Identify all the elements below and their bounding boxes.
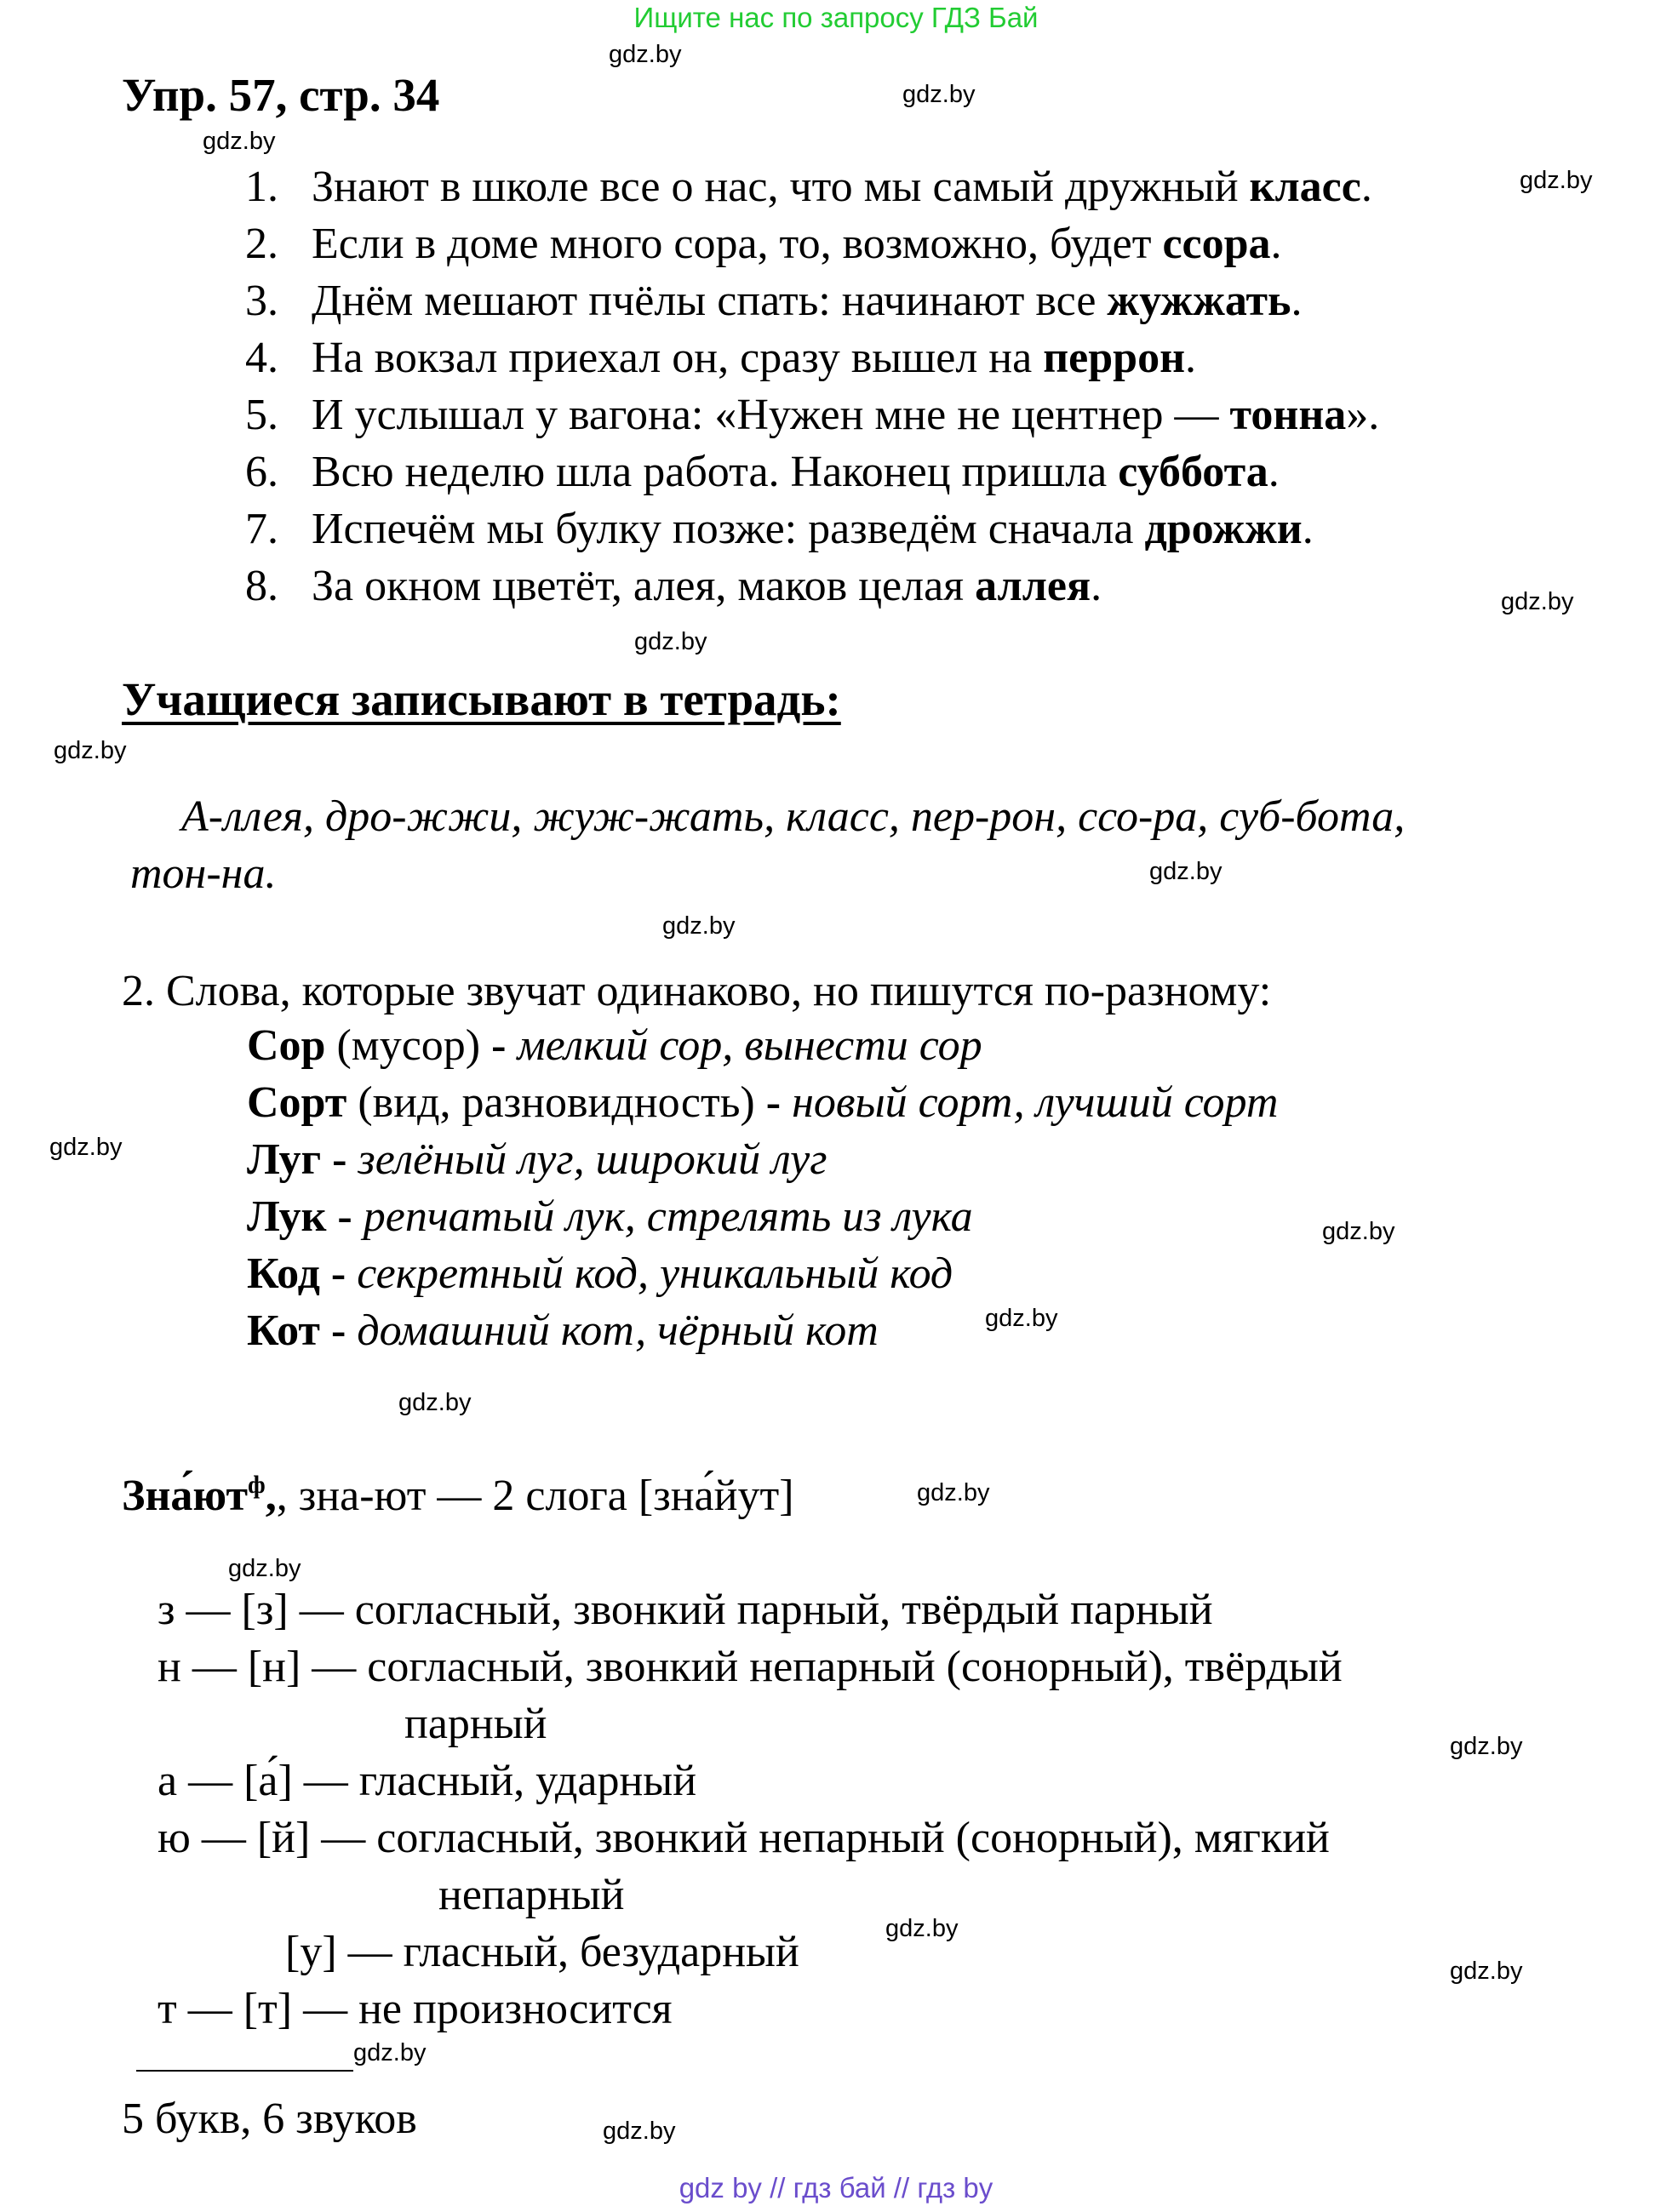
- letters-sounds-summary: 5 букв, 6 звуков: [122, 2095, 417, 2143]
- watermark: gdz.by: [353, 2039, 427, 2066]
- watermark: gdz.by: [1501, 588, 1574, 615]
- phonetic-line: н — [н] — согласный, звонкий непарный (сонорный), твёрдый: [157, 1643, 1343, 1691]
- list-item: 6. Всю неделю шла работа. Наконец пришла суббота.: [245, 448, 1280, 496]
- phonetic-line: з — [з] — согласный, звонкий парный, твёрдый парный: [157, 1586, 1213, 1634]
- phonetic-line: ю — [й] — согласный, звонкий непарный (сонорный), мягкий: [157, 1814, 1330, 1862]
- phonetic-line: парный: [404, 1700, 547, 1748]
- syllables-line-1: А-ллея, дро-жжи, жуж-жать, класс, пер-рон, ссо-ра, суб-бота,: [181, 792, 1406, 841]
- homophone-row: Луг - зелёный луг, широкий луг: [247, 1135, 827, 1184]
- homophone-row: Сор (мусор) - мелкий сор, вынести сор: [247, 1021, 982, 1070]
- top-banner-link[interactable]: Ищите нас по запросу ГДЗ Бай: [633, 2, 1039, 33]
- list-item: 3. Днём мешают пчёлы спать: начинают все жужжать.: [245, 277, 1303, 325]
- notebook-heading: Учащиеся записывают в тетрадь:: [122, 673, 841, 725]
- phonetic-line: [у] — гласный, безударный: [285, 1928, 799, 1976]
- watermark: gdz.by: [1450, 1958, 1523, 1985]
- watermark: gdz.by: [902, 81, 976, 108]
- syllables-line-2: тон-на.: [130, 849, 277, 898]
- watermark: gdz.by: [1520, 167, 1593, 194]
- homophone-row: Лук - репчатый лук, стрелять из лука: [247, 1192, 973, 1241]
- homophone-row: Код - секретный код, уникальный код: [247, 1249, 953, 1298]
- list-item: 2. Если в доме много сора, то, возможно, будет ссора.: [245, 220, 1282, 268]
- list-item: 8. За окном цветёт, алея, маков целая аллея.: [245, 562, 1102, 610]
- watermark: gdz.by: [1450, 1733, 1523, 1760]
- sentence-list: [245, 158, 1379, 614]
- phonetic-analysis-heading: $Зна́ют^ф$,, зна-ют — 2 слога [зна́йут]: [122, 1471, 794, 1520]
- watermark: gdz.by: [398, 1389, 472, 1416]
- divider: [136, 2070, 353, 2072]
- watermark: gdz.by: [603, 2118, 676, 2145]
- watermark: gdz.by: [917, 1479, 990, 1506]
- watermark: gdz.by: [203, 128, 276, 155]
- homophone-row: Сорт (вид, разновидность) - новый сорт, лучший сорт: [247, 1078, 1279, 1127]
- list-item: 5. И услышал у вагона: «Нужен мне не центнер — тонна».: [245, 391, 1380, 439]
- exercise-title: Упр. 57, стр. 34: [122, 69, 440, 121]
- watermark: gdz.by: [985, 1305, 1058, 1332]
- list-item: 1. Знают в школе все о нас, что мы самый дружный класс.: [245, 163, 1372, 211]
- watermark: gdz.by: [49, 1134, 123, 1161]
- watermark: gdz.by: [54, 737, 127, 764]
- watermark: gdz.by: [662, 912, 736, 940]
- watermark: gdz.by: [228, 1555, 301, 1582]
- phonetic-line: т — [т] — не произносится: [157, 1985, 673, 2033]
- list-item: 7. Испечём мы булку позже: разведём сначала дрожжи.: [245, 505, 1314, 553]
- watermark: gdz.by: [1149, 858, 1223, 885]
- watermark: gdz.by: [609, 41, 682, 68]
- section-2-intro: 2. Слова, которые звучат одинаково, но пишутся по-разному:: [122, 967, 1272, 1015]
- watermark: gdz.by: [1322, 1218, 1395, 1245]
- list-item: 4. На вокзал приехал он, сразу вышел на перрон.: [245, 334, 1197, 382]
- phonetic-line: непарный: [438, 1871, 625, 1919]
- homophone-list: [247, 1017, 1278, 1359]
- watermark: gdz.by: [634, 628, 707, 655]
- watermark: gdz.by: [885, 1915, 959, 1942]
- homophone-row: Кот - домашний кот, чёрный кот: [247, 1306, 879, 1355]
- phonetic-line: а — [а́] — гласный, ударный: [157, 1757, 697, 1805]
- footer-links[interactable]: gdz by // гдз бай // гдз by: [679, 2172, 993, 2203]
